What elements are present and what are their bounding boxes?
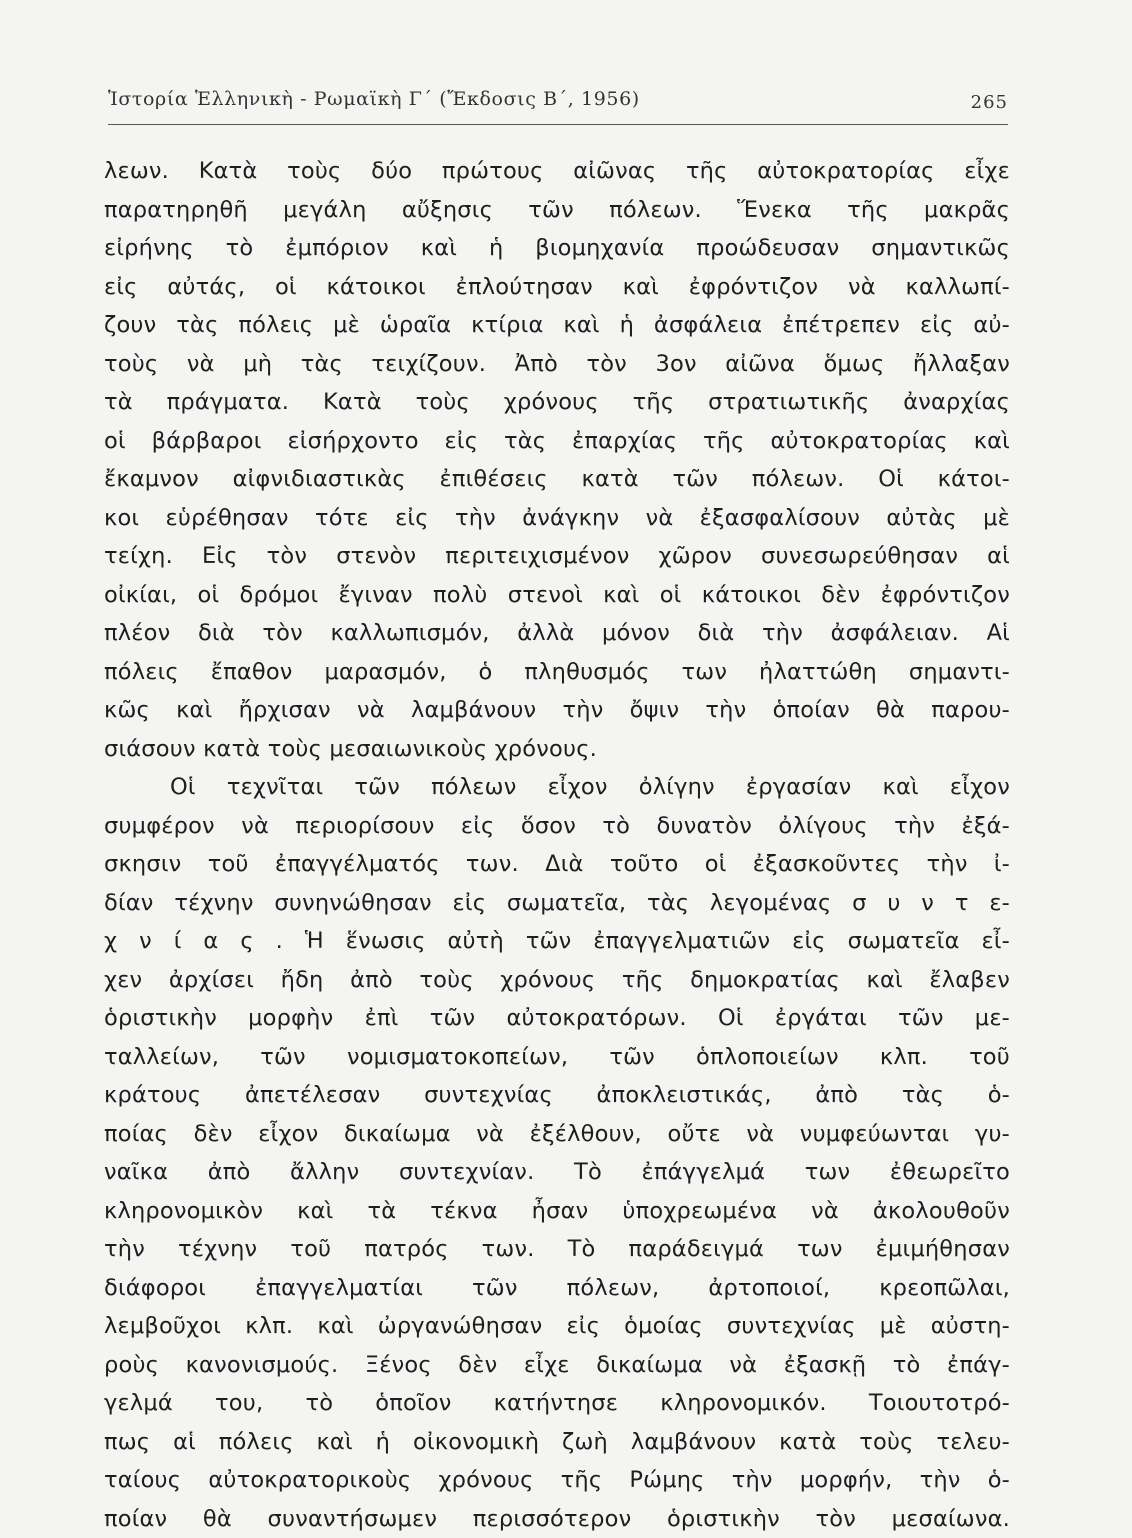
text-line: λεμβοῦχοι κλπ. καὶ ὠργανώθησαν εἰς ὁμοίας συντεχνίας μὲ αὐστη- [104,1307,1010,1346]
body-text [104,152,1010,1538]
text-line: ταλλείων, τῶν νομισματοκοπείων, τῶν ὁπλοποιείων κλπ. τοῦ [104,1038,1010,1077]
text-line: κληρονομικὸν καὶ τὰ τέκνα ἦσαν ὑποχρεωμένα νὰ ἀκολουθοῦν [104,1192,1010,1231]
text-line: ταίους αὐτοκρατορικοὺς χρόνους τῆς Ρώμης τὴν μορφήν, τὴν ὁ- [104,1461,1010,1500]
text-line: πως αἱ πόλεις καὶ ἡ οἰκονομικὴ ζωὴ λαμβάνουν κατὰ τοὺς τελευ- [104,1423,1010,1462]
text-line: συμφέρον νὰ περιορίσουν εἰς ὅσον τὸ δυνατὸν ὀλίγους τὴν ἐξά- [104,807,1010,846]
text-line: τὰ πράγματα. Κατὰ τοὺς χρόνους τῆς στρατιωτικῆς ἀναρχίας [104,383,1010,422]
text-line-paragraph-start: Οἱ τεχνῖται τῶν πόλεων εἶχον ὀλίγην ἐργασίαν καὶ εἶχον [104,768,1010,807]
text-line: γελμά του, τὸ ὁποῖον κατήντησε κληρονομικόν. Τοιουτοτρό- [104,1384,1010,1423]
text-line: ναῖκα ἀπὸ ἄλλην συντεχνίαν. Τὸ ἐπάγγελμά των ἐθεωρεῖτο [104,1153,1010,1192]
text-line: ζουν τὰς πόλεις μὲ ὡραῖα κτίρια καὶ ἡ ἀσφάλεια ἐπέτρεπεν εἰς αὐ- [104,306,1010,345]
text-line: χ ν ί α ς . Ἡ ἕνωσις αὐτὴ τῶν ἐπαγγελματιῶν εἰς σωματεῖα εἶ- [104,922,1010,961]
text-line: διάφοροι ἐπαγγελματίαι τῶν πόλεων, ἀρτοποιοί, κρεοπῶλαι, [104,1269,1010,1308]
text-line: εἰρήνης τὸ ἐμπόριον καὶ ἡ βιομηχανία προώδευσαν σημαντικῶς [104,229,1010,268]
text-line: παρατηρηθῆ μεγάλη αὔξησις τῶν πόλεων. Ἕνεκα τῆς μακρᾶς [104,191,1010,230]
text-line: οἰκίαι, οἱ δρόμοι ἔγιναν πολὺ στενοὶ καὶ οἱ κάτοικοι δὲν ἐφρόντιζον [104,576,1010,615]
text-line: πλέον διὰ τὸν καλλωπισμόν, ἀλλὰ μόνον διὰ τὴν ἀσφάλειαν. Αἱ [104,614,1010,653]
text-line: εἰς αὐτάς, οἱ κάτοικοι ἐπλούτησαν καὶ ἐφρόντιζον νὰ καλλωπί- [104,268,1010,307]
text-line: σκησιν τοῦ ἐπαγγέλματός των. Διὰ τοῦτο οἱ ἐξασκοῦντες τὴν ἰ- [104,845,1010,884]
text-line: τοὺς νὰ μὴ τὰς τειχίζουν. Ἀπὸ τὸν 3ον αἰῶνα ὅμως ἤλλαξαν [104,345,1010,384]
text-line: τὴν τέχνην τοῦ πατρός των. Τὸ παράδειγμά των ἐμιμήθησαν [104,1230,1010,1269]
text-line: λεων. Κατὰ τοὺς δύο πρώτους αἰῶνας τῆς αὐτοκρατορίας εἶχε [104,152,1010,191]
text-line: κῶς καὶ ἤρχισαν νὰ λαμβάνουν τὴν ὄψιν τὴν ὁποίαν θὰ παρου- [104,691,1010,730]
running-title: Ἱστορία Ἑλληνικὴ - Ρωμαϊκὴ Γ΄ (Ἔκδοσις Β΄, 1956) [108,88,640,110]
header-rule [108,124,1008,125]
text-line: κράτους ἀπετέλεσαν συντεχνίας ἀποκλειστικάς, ἀπὸ τὰς ὁ- [104,1076,1010,1115]
text-line: ὁριστικὴν μορφὴν ἐπὶ τῶν αὐτοκρατόρων. Οἱ ἐργάται τῶν με- [104,999,1010,1038]
text-line: ποίας δὲν εἶχον δικαίωμα νὰ ἐξέλθουν, οὔτε νὰ νυμφεύωνται γυ- [104,1115,1010,1154]
text-line: πόλεις ἔπαθον μαρασμόν, ὁ πληθυσμός των ἠλαττώθη σημαντι- [104,653,1010,692]
text-line: χεν ἀρχίσει ἤδη ἀπὸ τοὺς χρόνους τῆς δημοκρατίας καὶ ἔλαβεν [104,961,1010,1000]
text-line: κοι εὑρέθησαν τότε εἰς τὴν ἀνάγκην νὰ ἐξασφαλίσουν αὐτὰς μὲ [104,499,1010,538]
text-line: ροὺς κανονισμούς. Ξένος δὲν εἶχε δικαίωμα νὰ ἐξασκῇ τὸ ἐπάγ- [104,1346,1010,1385]
text-line-paragraph-end: σιάσουν κατὰ τοὺς μεσαιωνικοὺς χρόνους. [104,730,1010,769]
text-line: δίαν τέχνην συνηνώθησαν εἰς σωματεῖα, τὰς λεγομένας σ υ ν τ ε- [104,884,1010,923]
text-line: τείχη. Εἰς τὸν στενὸν περιτειχισμένον χῶρον συνεσωρεύθησαν αἱ [104,537,1010,576]
running-head [108,88,1008,118]
text-line: ποίαν θὰ συναντήσωμεν περισσότερον ὁριστικὴν τὸν μεσαίωνα. [104,1500,1010,1538]
page-number: 265 [971,92,1008,113]
text-line: ἔκαμνον αἰφνιδιαστικὰς ἐπιθέσεις κατὰ τῶν πόλεων. Οἱ κάτοι- [104,460,1010,499]
text-line: οἱ βάρβαροι εἰσήρχοντο εἰς τὰς ἐπαρχίας τῆς αὐτοκρατορίας καὶ [104,422,1010,461]
